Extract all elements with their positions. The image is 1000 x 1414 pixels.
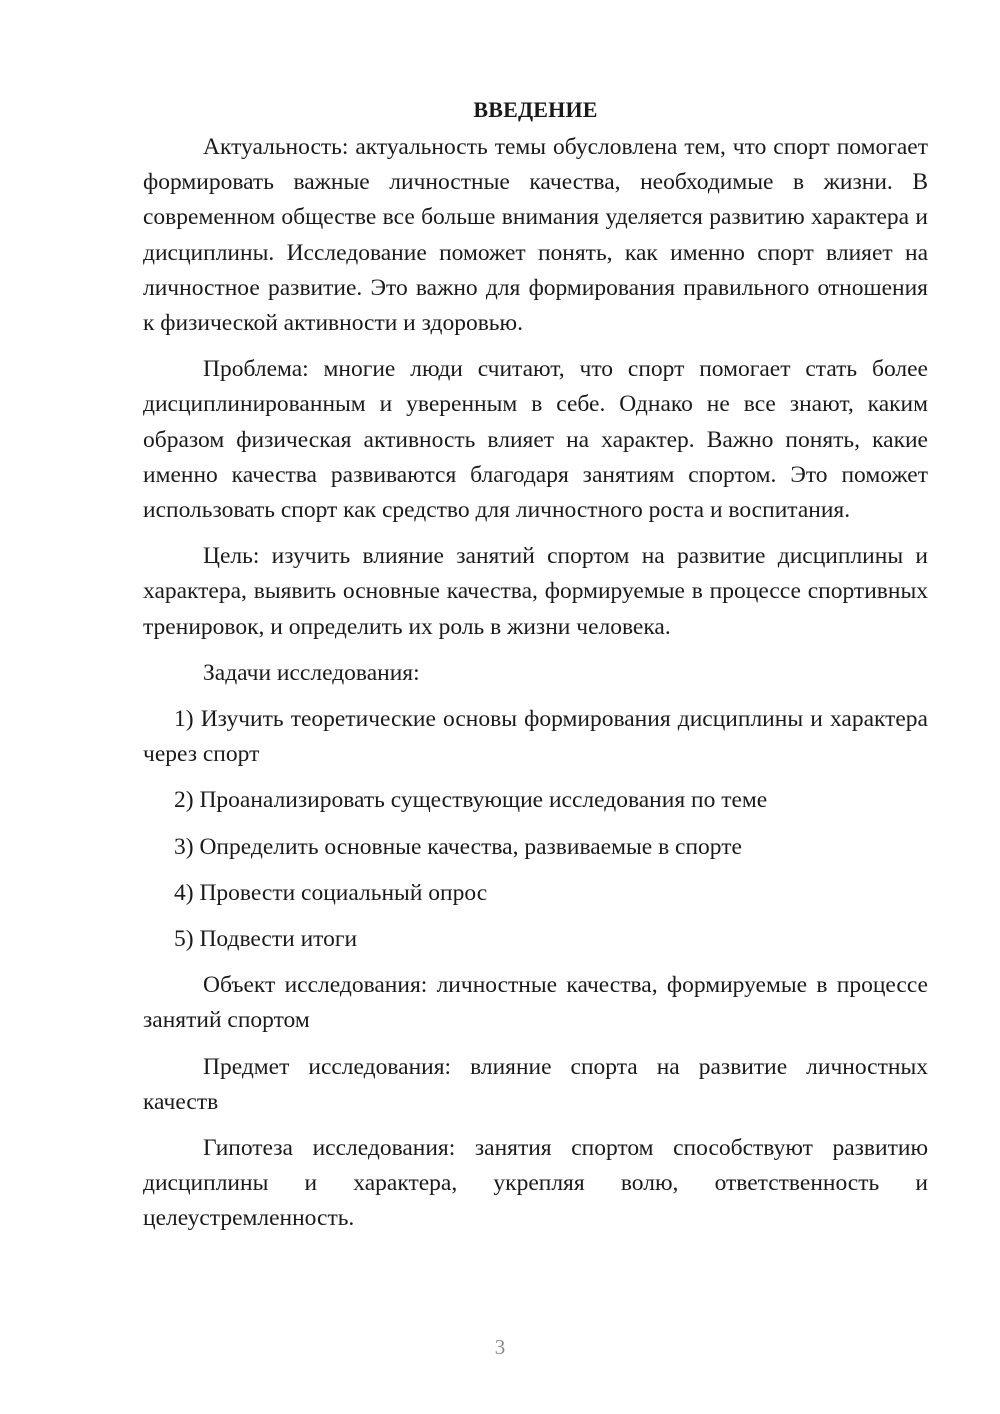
document-page xyxy=(143,92,928,1248)
paragraph-subject: Предмет исследования: влияние спорта на развитие личностных качеств xyxy=(143,1053,928,1115)
section-heading: ВВЕДЕНИЕ xyxy=(473,97,598,122)
list-item: 4) Провести социальный опрос xyxy=(174,879,488,906)
list-item: 5) Подвести итоги xyxy=(174,926,358,953)
paragraph-object: Объект исследования: личностные качества, формируемые в процессе занятий спортом xyxy=(143,972,928,1034)
paragraph-hypothesis: Гипотеза исследования: занятия спортом способствуют развитию дисциплины и характера, укрепляя волю, ответственность и целеустремленность. xyxy=(143,1135,928,1232)
tasks-list xyxy=(143,702,928,957)
paragraph-relevance: Актуальность: актуальность темы обусловлена тем, что спорт помогает формировать важные личностные качества, необходимые в жизни. В современном обществе все больше внимания уделяется развитию характера и дисциплины. Исследование поможет понять, как именно спорт влияет на личностное развитие. Это важно для формирования правильного отношения к физической активности и здоровью. xyxy=(143,134,928,337)
paragraph-problem: Проблема: многие люди считают, что спорт помогает стать более дисциплинированным и уверенным в себе. Однако не все знают, каким образом физическая активность влияет на характер. Важно понять, какие именно качества развиваются благодаря занятиям спортом. Это поможет использовать спорт как средство для личностного роста и воспитания. xyxy=(143,356,928,524)
paragraph-goal: Цель: изучить влияние занятий спортом на развитие дисциплины и характера, выявить основные качества, формируемые в процессе спортивных тренировок, и определить их роль в жизни человека. xyxy=(143,543,928,640)
list-item: 1) Изучить теоретические основы формирования дисциплины и характера через спорт xyxy=(143,706,928,768)
page-number: 3 xyxy=(494,1335,506,1359)
paragraph-tasks-title: Задачи исследования: xyxy=(203,659,420,686)
list-item: 2) Проанализировать существующие исследования по теме xyxy=(174,787,768,814)
list-item: 3) Определить основные качества, развиваемые в спорте xyxy=(174,833,742,860)
